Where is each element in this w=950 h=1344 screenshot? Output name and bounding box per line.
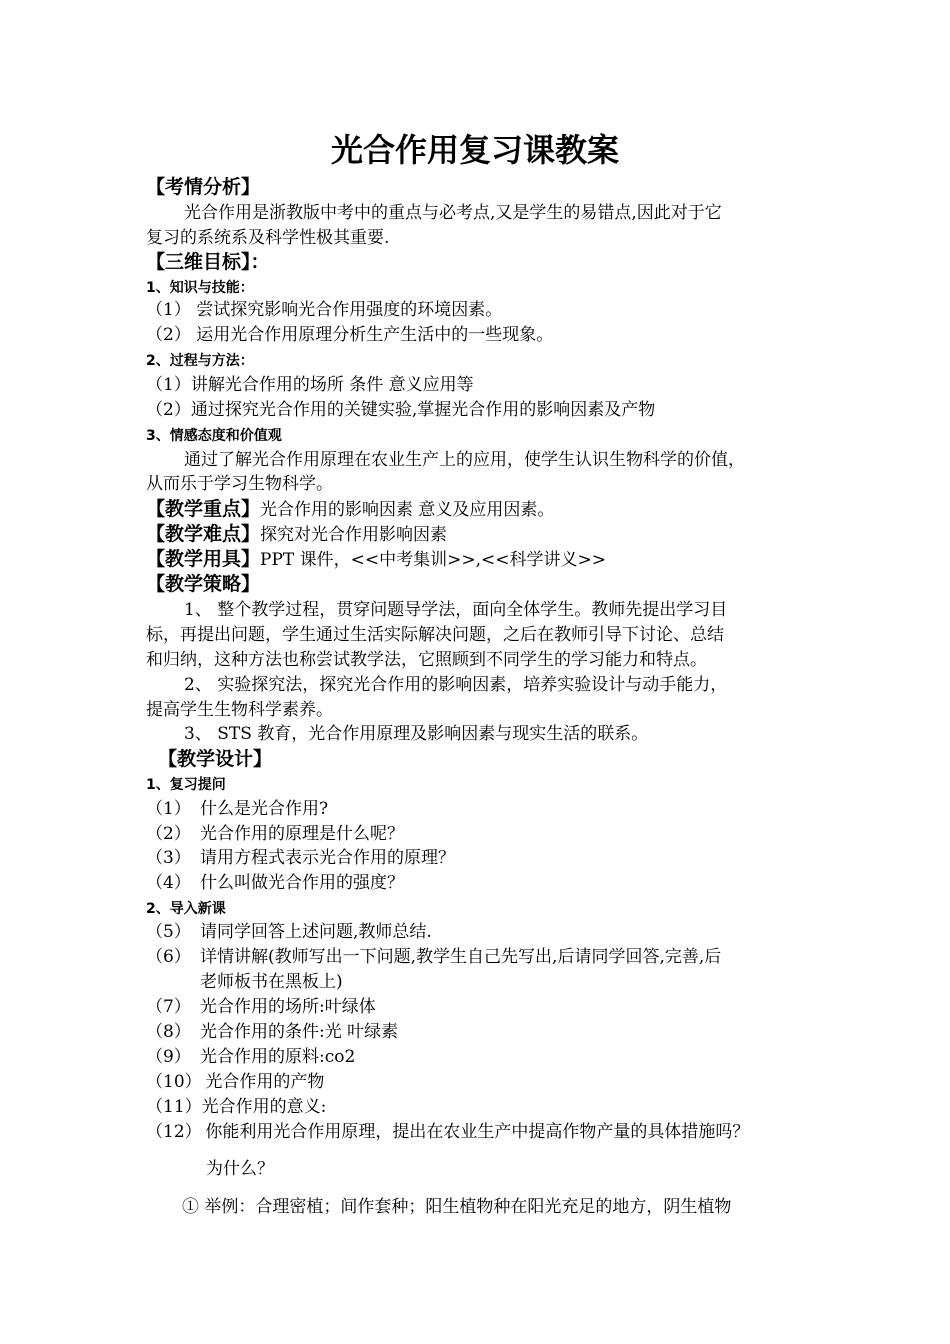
goal-p2: （2）通过探究光合作用的关键实验,掌握光合作用的影响因素及产物 xyxy=(146,400,656,420)
item-text: 什么叫做光合作用的强度？ xyxy=(200,873,404,893)
item-number: （10） xyxy=(146,1072,202,1092)
item-number: （4） xyxy=(146,873,191,893)
goal-p1: （1）讲解光合作用的场所 条件 意义应用等 xyxy=(146,375,474,395)
strategy-heading: 【教学策略】 xyxy=(146,573,261,595)
page-title: 光合作用复习课教案 xyxy=(330,131,619,169)
difficult-points xyxy=(146,522,447,547)
item-text: 光合作用的产物 xyxy=(200,1072,325,1092)
difficult-points-text: 探究对光合作用影响因素 xyxy=(260,525,448,545)
item-number: （1） xyxy=(146,799,191,819)
item-text: 详情讲解(教师写出一下问题,教学生自己先写出,后请同学回答,完善,后 xyxy=(200,947,722,967)
design-sub-new-lesson: 2、导入新课 xyxy=(146,901,226,917)
goals-heading: 【三维目标】： xyxy=(146,251,270,273)
key-points-text: 光合作用的影响因素 意义及应用因素。 xyxy=(260,500,555,520)
item-text: 请用方程式表示光合作用的原理？ xyxy=(200,848,455,868)
goal-k2: （2） 运用光合作用原理分析生产生活中的一些现象。 xyxy=(146,325,554,345)
strategy-2a: 2、 实验探究法，探究光合作用的影响因素，培养实验设计与动手能力， xyxy=(184,675,728,695)
item-text: 光合作用的原理是什么呢？ xyxy=(200,824,404,844)
design-item xyxy=(146,1070,324,1094)
design-item-continuation: 老师板书在黑板上) xyxy=(200,972,343,992)
goal-e2: 从而乐于学习生物科学。 xyxy=(146,474,333,494)
item-number: （2） xyxy=(146,824,191,844)
strategy-1a: 1、 整个教学过程，贯穿问题导学法，面向全体学生。教师先提出学习目 xyxy=(184,600,728,620)
item-number: （5） xyxy=(146,922,191,942)
item-text: 光合作用的条件:光 叶绿素 xyxy=(200,1022,399,1042)
item-number: （6） xyxy=(146,947,191,967)
analysis-line-1: 光合作用是浙教版中考中的重点与必考点,又是学生的易错点,因此对于它 xyxy=(184,203,722,223)
teaching-tools-label: 【教学用具】 xyxy=(146,548,261,570)
example-line: ① 举例：合理密植；间作套种；阳生植物种在阳光充足的地方，阴生植物 xyxy=(182,1197,732,1217)
strategy-1c: 和归纳，这种方法也称尝试教学法，它照顾到不同学生的学习能力和特点。 xyxy=(146,650,707,670)
goal-k1: （1） 尝试探究影响光合作用强度的环境因素。 xyxy=(146,300,503,320)
strategy-2b: 提高学生生物科学素养。 xyxy=(146,700,333,720)
goal-e1: 通过了解光合作用原理在农业生产上的应用，使学生认识生物科学的价值， xyxy=(184,450,745,470)
difficult-points-label: 【教学难点】 xyxy=(146,523,261,545)
design-item xyxy=(146,846,455,870)
item-number: （9） xyxy=(146,1047,191,1067)
teaching-tools-text: PPT 课件，<<中考集训>>,<<科学讲义>> xyxy=(260,550,606,570)
design-item xyxy=(146,1020,398,1044)
strategy-1b: 标，再提出问题，学生通过生活实际解决问题，之后在教师引导下讨论、总结 xyxy=(146,625,724,645)
item-text: 光合作用的原料:co2 xyxy=(200,1047,356,1067)
item-number: （8） xyxy=(146,1022,191,1042)
item-number: （3） xyxy=(146,848,191,868)
design-item xyxy=(146,1120,749,1144)
design-item-continuation: 为什么？ xyxy=(206,1159,274,1179)
design-item xyxy=(146,1045,355,1069)
design-sub-review: 1、复习提问 xyxy=(146,777,226,793)
strategy-3: 3、 STS 教育，光合作用原理及影响因素与现实生活的联系。 xyxy=(184,724,649,744)
design-item xyxy=(146,945,721,969)
key-points-label: 【教学重点】 xyxy=(146,498,261,520)
item-number: （12） xyxy=(146,1122,202,1142)
design-item xyxy=(146,871,404,895)
item-text: 你能利用光合作用原理，提出在农业生产中提高作物产量的具体措施吗？ xyxy=(200,1122,750,1142)
design-item xyxy=(146,822,404,846)
item-text: 光合作用的场所:叶绿体 xyxy=(200,997,376,1017)
analysis-line-2: 复习的系统系及科学性极其重要. xyxy=(146,228,390,248)
analysis-heading: 【考情分析】 xyxy=(146,176,261,198)
item-text: 什么是光合作用? xyxy=(200,799,329,819)
design-item xyxy=(146,995,376,1019)
design-item xyxy=(146,797,328,821)
design-heading: 【教学设计】 xyxy=(158,748,273,770)
item-number: （7） xyxy=(146,997,191,1017)
goals-sub-knowledge: 1、知识与技能： xyxy=(146,280,254,296)
key-points xyxy=(146,497,554,522)
design-item: （11）光合作用的意义: xyxy=(146,1097,327,1117)
goals-sub-emotion: 3、情感态度和价值观 xyxy=(146,428,282,444)
design-item xyxy=(146,920,432,944)
item-text: 请同学回答上述问题,教师总结. xyxy=(200,922,432,942)
goals-sub-process: 2、过程与方法： xyxy=(146,353,254,369)
teaching-tools xyxy=(146,547,606,572)
